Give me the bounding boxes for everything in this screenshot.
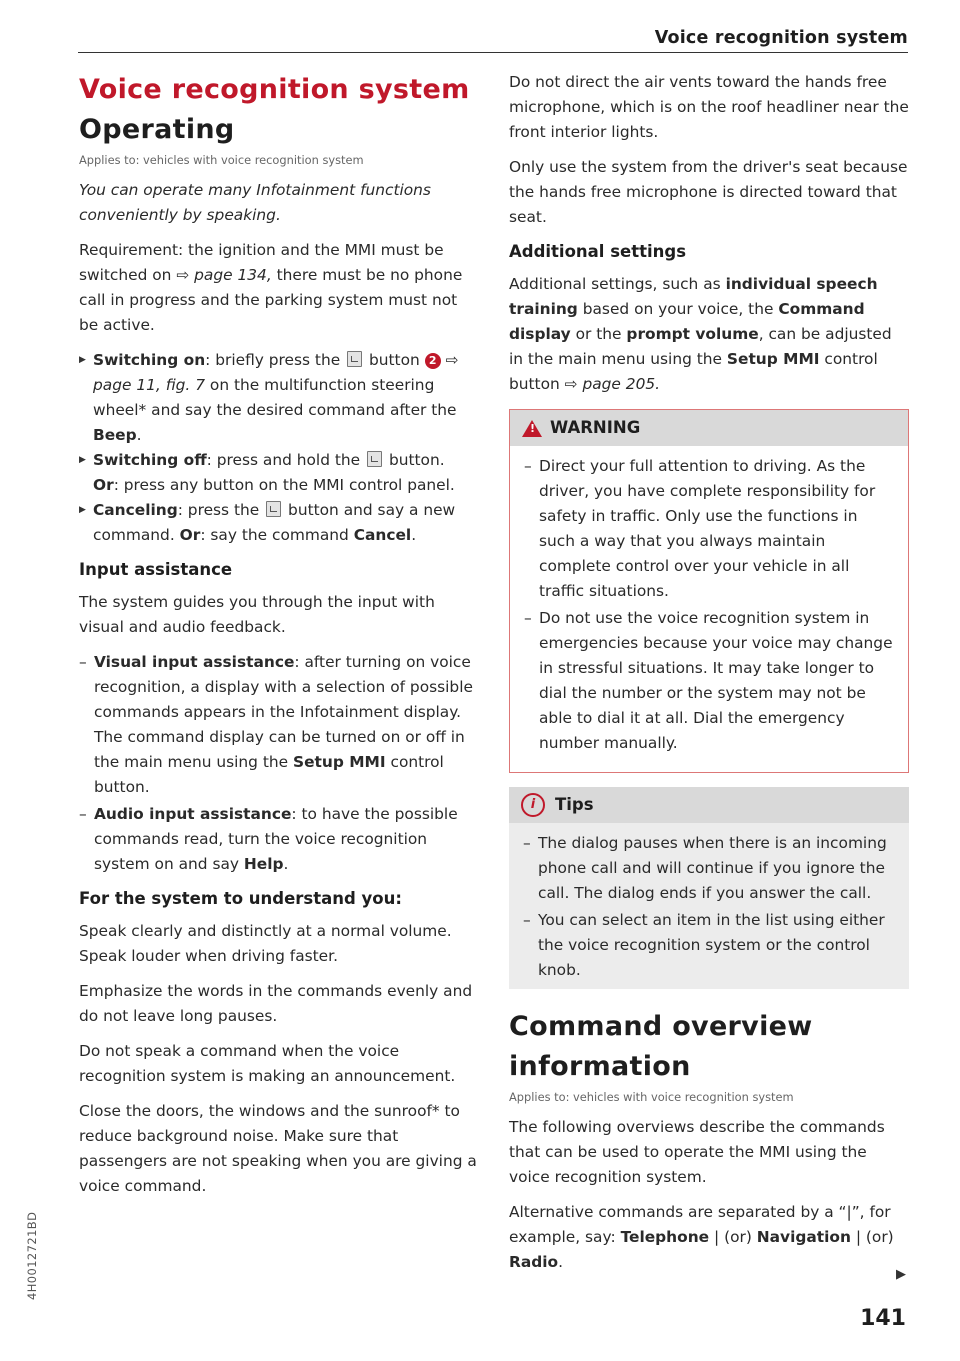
additional-settings-heading: Additional settings [509,242,687,261]
paragraph: Do not speak a command when the voice recognition system is making an announcement. [79,1042,456,1085]
step-switching-off: ▶ Switching off: press and hold the button. Or: press any button on the MMI control panel. [79,448,479,498]
audio-assistance-item: – Audio input assistance: to have the possible commands read, turn the voice recognition system on and say Help. [79,802,479,877]
document-code: 4H0012721BD [25,1211,39,1300]
left-column [79,70,479,1209]
step-switching-on: ▶ Switching on: briefly press the button 2 ⇨ page 11, fig. 7 on the multifunction steering wheel* and say the desired command after the Beep. [79,348,479,448]
running-header: Voice recognition system [654,28,908,48]
right-column [509,70,909,1285]
step-canceling: ▶ Canceling: press the button and say a new command. Or: say the command Cancel. [79,498,479,548]
subsection-title: Operating [79,114,235,145]
continue-arrow-icon: ▶ [896,1267,906,1282]
warning-icon [522,420,542,437]
paragraph: Emphasize the words in the commands evenly and do not leave long pauses. [79,982,473,1025]
page-number: 141 [860,1306,906,1331]
alternative-commands-text: Alternative commands are separated by a “|”, for example, say: Telephone | (or) Navigation | (or) Radio. [509,1203,894,1271]
applies-note: Applies to: vehicles with voice recognition system [79,153,364,167]
operation-steps [79,348,479,548]
voice-button-icon [266,501,281,517]
input-assistance-heading: Input assistance [79,560,233,579]
command-overview-title: Command overview information [509,1011,813,1082]
intro-text: You can operate many Infotainment functions conveniently by speaking. [79,181,431,224]
voice-button-icon [347,351,362,367]
warning-item: – Do not use the voice recognition system in emergencies because your voice may change in stressful situations. It may take longer to dial the number or the system may not be able to dial it at all. Dial the emergency number manually. [524,606,894,756]
understand-heading: For the system to understand you: [79,889,402,908]
info-icon: i [521,793,545,817]
visual-assistance-item: – Visual input assistance: after turning on voice recognition, a display with a selection of possible commands appears in the Infotainment display. The command display can be turned on or off in the main menu using the Setup MMI control button. [79,650,479,800]
tips-item: – The dialog pauses when there is an incoming phone call and will continue if you ignore the call. The dialog ends if you answer the call. [523,831,895,906]
section-title: Voice recognition system [79,74,470,105]
warning-header [510,410,908,446]
paragraph: The following overviews describe the commands that can be used to operate the MMI using the voice recognition system. [509,1118,885,1186]
tips-list [509,823,909,989]
applies-note: Applies to: vehicles with voice recognition system [509,1090,794,1104]
tips-header [509,787,909,823]
assistance-list [79,650,479,877]
requirement-paragraph: Requirement: the ignition and the MMI must be switched on ⇨ page 134, there must be no phone call in progress and the parking system must not be active. [79,241,463,334]
warning-box [509,409,909,773]
page-reference[interactable]: ⇨ page 205. [564,375,661,393]
input-assistance-text: The system guides you through the input with visual and audio feedback. [79,593,435,636]
paragraph: Do not direct the air vents toward the hands free microphone, which is on the roof headliner near the front interior lights. [509,73,909,141]
page-reference[interactable]: ⇨ page 134, [176,266,272,284]
paragraph: Close the doors, the windows and the sunroof* to reduce background noise. Make sure that passengers are not speaking when you are giving a voice command. [79,1102,477,1195]
header-rule [78,52,908,53]
tips-title: Tips [555,795,594,814]
tips-item: – You can select an item in the list using either the voice recognition system or the control knob. [523,908,895,983]
additional-settings-text: Additional settings, such as individual speech training based on your voice, the Command display or the prompt volume, can be adjusted in the main menu using the Setup MMI control button ⇨ page 205. [509,275,892,393]
paragraph: Speak clearly and distinctly at a normal volume. Speak louder when driving faster. [79,922,452,965]
page-reference[interactable]: ⇨ page 11, fig. 7 [93,351,459,394]
tips-box [509,787,909,989]
warning-item: – Direct your full attention to driving. As the driver, you have complete responsibility for safety in traffic. Only use the functions in such a way that you always maintain complete control over your vehicle in all traffic situations. [524,454,894,604]
paragraph: Only use the system from the driver's seat because the hands free microphone is directed toward that seat. [509,158,908,226]
warning-title: WARNING [550,418,641,437]
callout-number: 2 [425,353,441,369]
warning-list [510,446,908,762]
voice-button-icon [367,451,382,467]
